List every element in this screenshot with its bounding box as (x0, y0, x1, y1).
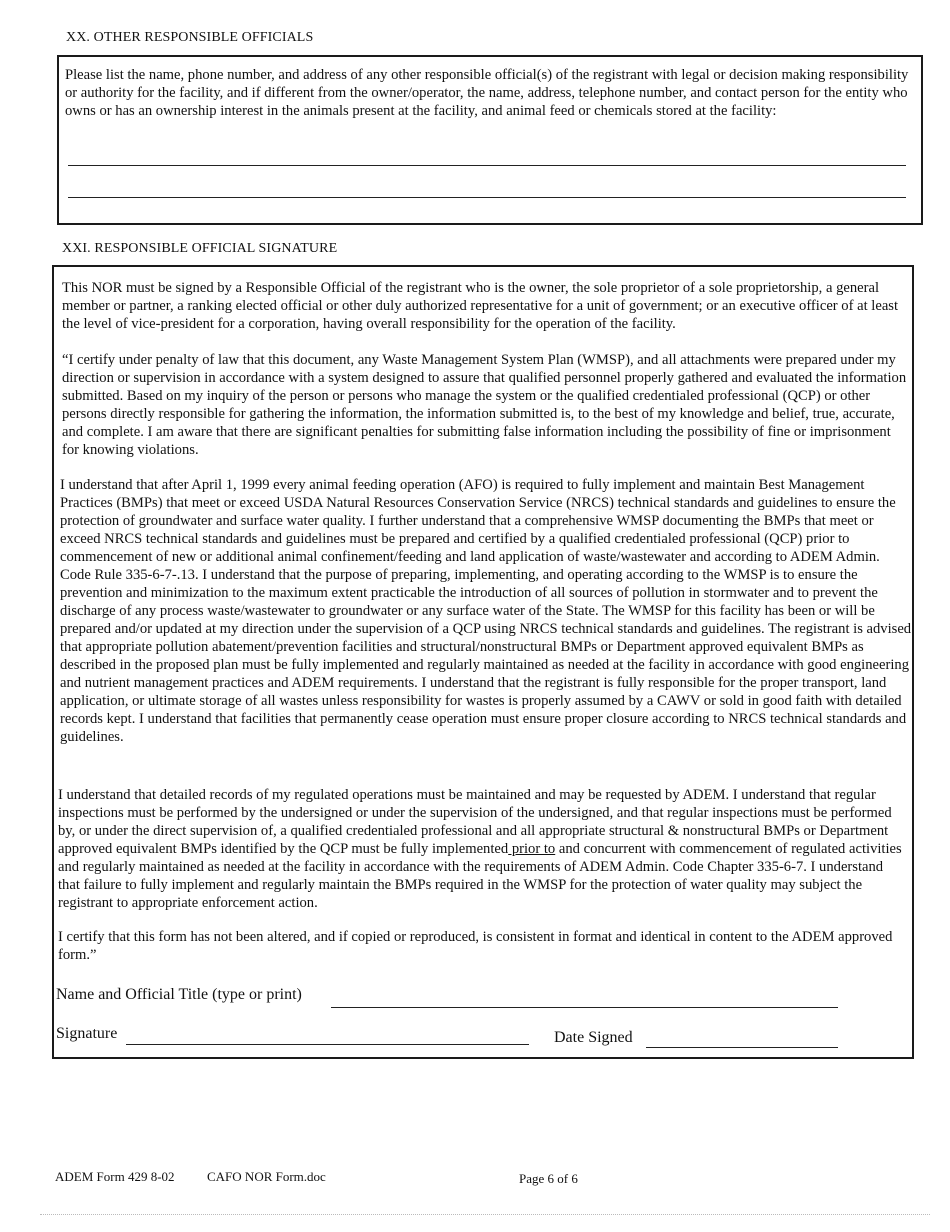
signature-label: Signature (56, 1025, 118, 1042)
bmp-requirements-paragraph: I understand that after April 1, 1999 every animal feeding operation (AFO) is required to fully implement and maintain Best Management Practices (BMPs) that meet or exceed USDA Natural Resources Conservation Service (NRCS) technical standards and guidelines to ensure the protection of groundwater and surface water quality. I further understand that a comprehensive WMSP documenting the BMPs that meet or exceed NRCS technical standards and guidelines must be prepared and certified by a qualified credentialed professional (QCP) prior to commencement of new or additional animal confinement/feeding and land application of waste/wastewater and according to ADEM Admin. Code Rule 335-6-7-.13. I understand that the purpose of preparing, implementing, and operating according to the WMSP is to ensure the prevention and minimization to the maximum extent practicable the introduction of all sources of pollution in stormwater and to prevent the discharge of any process waste/wastewater to groundwater or any surface water of the State. The WMSP for this facility has been or will be prepared and/or updated at my direction under the supervision of a QCP using NRCS technical standards and guidelines. The registrant is advised that appropriate pollution abatement/prevention facilities and structural/nonstructural BMPs or Department approved equivalent BMPs as described in the proposed plan must be fully implemented and regularly maintained as needed at the facility in accordance with good engineering and nutrient management practices and ADEM requirements. I understand that the registrant is fully responsible for the proper transport, land application, or ultimate storage of all wastes unless responsibility for wastes is properly assumed by a CAWV or sold in good faith with detailed records kept. I understand that facilities that permanently cease operation must ensure proper closure according to NRCS technical standards and guidelines. (60, 477, 912, 745)
certification-paragraph: “I certify under penalty of law that this document, any Waste Management System Plan (WMSP), and all attachments were prepared under my direction or supervision in accordance with a system designed to assure that qualified personnel properly gathered and evaluated the information submitted. Based on my inquiry of the person or persons who manage the system or the qualified credentialed professional (QCP) or other persons directly responsible for gathering the information, the information submitted is, to the best of my knowledge and belief, true, accurate, and complete. I am aware that there are significant penalties for submitting false information including the possibility of fine or imprisonment for knowing violations. (62, 352, 907, 458)
other-officials-line-1[interactable] (68, 165, 906, 166)
name-title-field[interactable] (331, 1007, 838, 1008)
date-signed-label: Date Signed (554, 1029, 633, 1046)
responsible-official-definition: This NOR must be signed by a Responsible Official of the registrant who is the owner, the sole proprietor of a sole proprietorship, a general member or partner, a ranking elected official or other duly authorized representative for a unit of government; or an executive officer of at least the level of vice-president for a corporation, having overall responsibility for the operation of the facility. (62, 280, 899, 332)
name-title-label: Name and Official Title (type or print) (56, 986, 302, 1003)
scan-artifact-line (40, 1214, 930, 1215)
footer-file-name: CAFO NOR Form.doc (207, 1169, 326, 1184)
section-xxi-box (52, 265, 914, 1059)
signature-field[interactable] (126, 1044, 529, 1045)
records-text-after: and concurrent with commencement of regulated activities and regularly maintained as needed at the facility in accordance with the requirements of ADEM Admin. Code Chapter 335-6-7. I understand that failure to fully implement and regularly maintain the BMPs required in the WMSP for the protection of water quality may subject the registrant to appropriate enforcement action. (58, 841, 902, 911)
section-xx-box (57, 55, 923, 225)
date-signed-field[interactable] (646, 1047, 838, 1048)
records-text-before: I understand that detailed records of my regulated operations must be maintained and may be requested by ADEM. I understand that regular inspections must be performed by the undersigned or under the supervision of the undersigned, and that regular inspections must be performed by, or under the direct supervision of, a qualified credentialed professional and all appropriate structural & nonstructural BMPs or Department approved equivalent BMPs identified by the QCP must be fully implemented (58, 787, 892, 857)
footer-form-id: ADEM Form 429 8-02 (55, 1169, 175, 1184)
section-xxi-heading: XXI. RESPONSIBLE OFFICIAL SIGNATURE (62, 241, 338, 256)
other-officials-line-2[interactable] (68, 197, 906, 198)
records-inspections-paragraph (58, 786, 904, 912)
footer-page-number: Page 6 of 6 (519, 1171, 578, 1186)
section-xx-heading: XX. OTHER RESPONSIBLE OFFICIALS (66, 30, 314, 45)
prior-to-emphasis: prior to (508, 841, 556, 857)
form-unaltered-certification: I certify that this form has not been altered, and if copied or reproduced, is consistent in format and identical in content to the ADEM approved form.” (58, 929, 893, 963)
section-xx-instructions: Please list the name, phone number, and address of any other responsible official(s) of the registrant with legal or decision making responsibility or authority for the facility, and if different from the owner/operator, the name, address, telephone number, and contact person for the entity who owns or has an ownership interest in the animals present at the facility, and animal feed or chemicals stored at the facility: (65, 67, 909, 119)
